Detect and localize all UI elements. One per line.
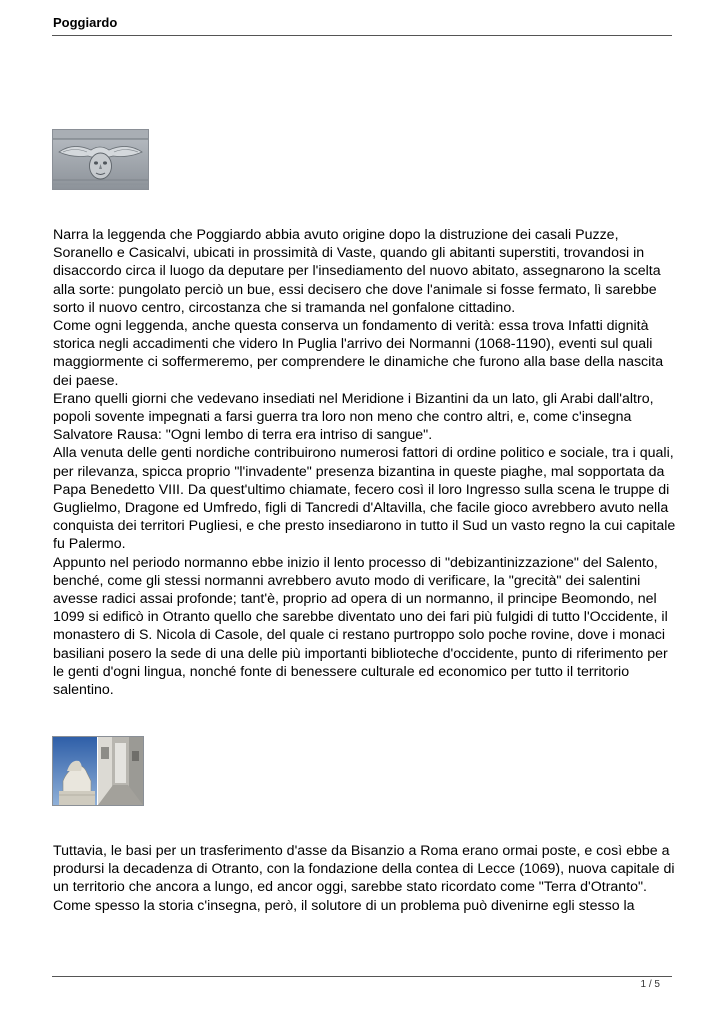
footer-divider [52,976,672,977]
street-monument-collage-drawing [53,737,143,805]
street-monument-collage-image [52,736,144,806]
paragraph: Alla venuta delle genti nordiche contribuirono numerosi fattori di ordine politico e sociale, tra i quali, per rilevanza, spicca proprio "l'invadente" presenza bizantina in queste piaghe, mal sopportata da Papa Benedetto VIII. Da quest'ultimo chiamate, fecero così il loro Ingresso sulla scena le truppe di Guglielmo, Dragone ed Umfredo, figli di Tancredi d'Altavilla, che facile gioco avrebbero avuto nella conquista dei territori Pugliesi, e che presto insediarono in tutto il Sud un vasto regno la cui capitale fu Palermo. [53,445,676,553]
page-number: 1 / 5 [640,979,660,990]
stone-mask-carving-drawing [53,130,148,189]
page-header-title: Poggiardo [53,15,118,30]
body-text-block-1 [53,226,678,699]
paragraph: Come ogni leggenda, anche questa conserva un fondamento di verità: essa trova Infatti dignità storica negli accadimenti che videro In Puglia l'arrivo dei Normanni (1068-1190), eventi sul quali maggiormente ci soffermeremo, per comprendere le dinamiche che furono alla base della nascita dei paese. [53,318,664,389]
header-divider [52,35,672,36]
paragraph: Come spesso la storia c'insegna, però, il solutore di un problema può divenirne egli stesso la [53,897,635,914]
paragraph: Appunto nel periodo normanno ebbe inizio il lento processo di "debizantinizzazione" del Salento, benché, come gli stessi normanni avrebbero avuto modo di verificare, la "grecità" dei salentini avesse radici assai profonde; tant'è, proprio ad opera di un normanno, il principe Beomondo, nel 1099 si edificò in Otranto quello che sarebbe diventato uno dei fari più fulgidi di tutto l'Occidente, il monastero di S. Nicola di Casole, del quale ci restano purtroppo solo poche rovine, dove i monaci basiliani posero la sede di una delle più importanti biblioteche d'occidente, punto di riferimento per le genti d'ogni lingua, nonché fonte di benessere culturale ed economico per tutto il territorio salentino. [53,554,668,699]
paragraph: Narra la leggenda che Poggiardo abbia avuto origine dopo la distruzione dei casali Puzze, Soranello e Casicalvi, ubicati in prossimità di Vaste, quando gli abitanti superstiti, trovandosi in disaccordo circa il luogo da deputare per l'insediamento del nuovo abitato, assegnarono la scelta alla sorte: pungolato perciò un bue, essi decisero che dove l'animale si fosse fermato, lì sarebbe sorto il nuovo centro, circostanza che si tramanda nel gonfalone cittadino. [53,227,661,316]
paragraph: Tuttavia, le basi per un trasferimento d'asse da Bisanzio a Roma erano ormai poste, e così ebbe a prodursi la decadenza di Otranto, con la fondazione della contea di Lecce (1069), nuova capitale di un territorio che ancora a lungo, ed ancor oggi, sarebbe stato ricordato come "Terra d'Otranto". [53,843,675,896]
paragraph: Erano quelli giorni che vedevano insediati nel Meridione i Bizantini da un lato, gli Arabi dall'altro, popoli sovente impegnati a farsi guerra tra loro non meno che contro altri, e, come c'insegna Salvatore Rausa: "Ogni lembo di terra era intriso di sangue". [53,390,654,444]
body-text-block-2 [53,842,678,915]
stone-mask-carving-image [52,129,149,190]
